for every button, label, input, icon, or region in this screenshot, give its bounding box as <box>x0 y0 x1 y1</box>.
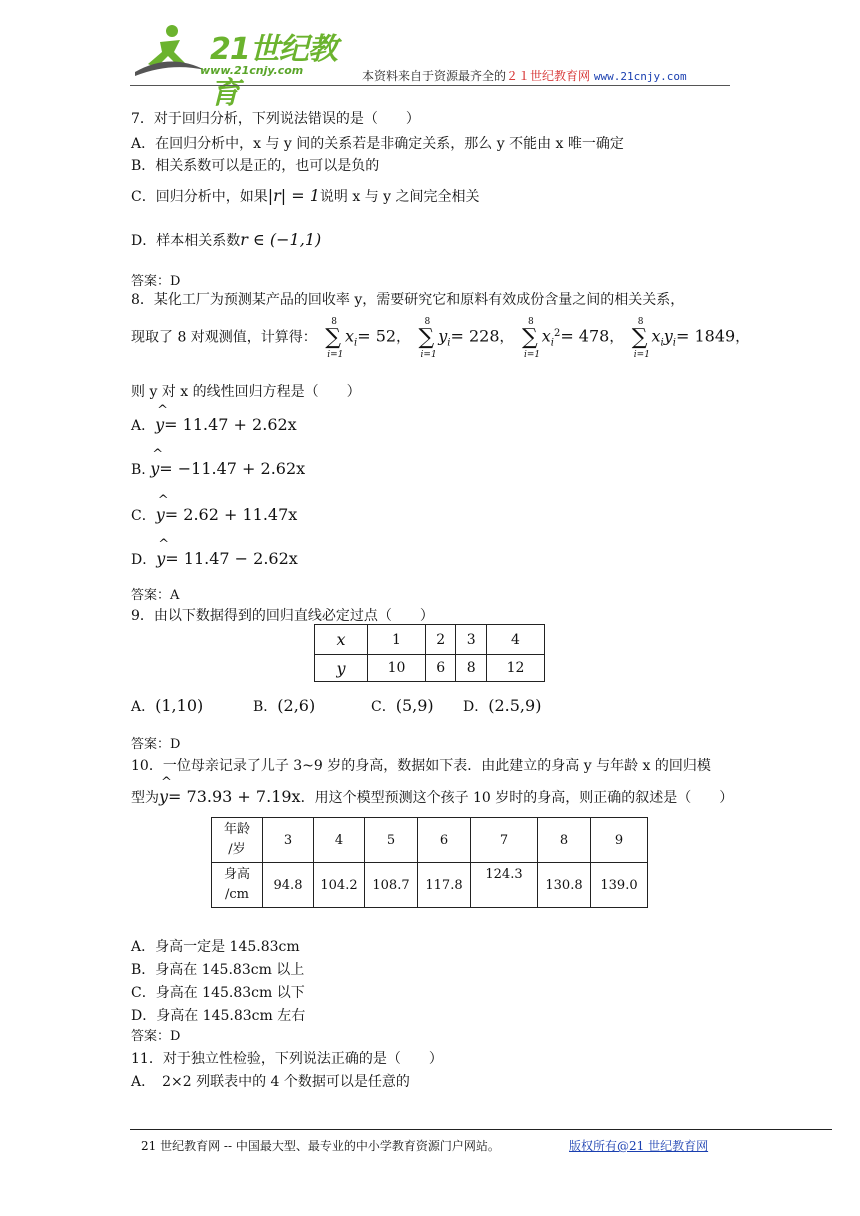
q10-option-a: A．身高一定是 145.83cm <box>131 939 300 955</box>
runner-logo-icon <box>130 22 210 80</box>
q10-header-age <box>212 818 263 863</box>
sum-x: 8 ∑ i=1 <box>325 317 344 360</box>
page-header <box>0 0 860 111</box>
q9-option-c <box>371 696 434 716</box>
logo-text: 21世纪教育 <box>210 32 337 111</box>
q10-header-height-b: /cm <box>225 887 249 902</box>
q10-line2-prefix: 型为 <box>131 790 159 806</box>
q8-option-b <box>131 459 305 478</box>
sum-x2-sub: i <box>550 337 554 349</box>
page-footer <box>141 1137 709 1154</box>
q9-answer: 答案：D <box>131 737 181 752</box>
q8-sums-line: 现取了 8 对观测值，计算得： 8 ∑ i=1 $x_i= 52$， 8 ∑ i=1 $y_i= 228$， 8 ∑ i=1 $x_i^2= 478$， 8 ∑ i=1 $x_iy_i= 1849$， <box>131 317 750 360</box>
logo-url: www.21cnjy.com <box>200 64 304 77</box>
q10-model-math: = 73.93 + 7.19x <box>168 787 301 806</box>
sum-x-lower: i=1 <box>327 350 344 360</box>
q9-table-row-y <box>315 655 545 682</box>
sum-y-lower: i=1 <box>420 350 437 360</box>
sum-y: 8 ∑ i=1 <box>418 317 437 360</box>
q9-option-a-math: (1,10) <box>155 696 204 715</box>
q10-cell: 8 <box>538 818 591 863</box>
sum-xy: 8 ∑ i=1 <box>631 317 650 360</box>
q10-option-d: D．身高在 145.83cm 左右 <box>131 1008 306 1024</box>
y-hat-b: ^ y <box>150 459 159 478</box>
q10-cell: 139.0 <box>591 863 648 908</box>
q11-option-a: A． 2×2 列联表中的 4 个数据可以是任意的 <box>131 1074 410 1090</box>
header-note-url[interactable]: www.21cnjy.com <box>593 70 687 83</box>
q10-cell: 7 <box>471 818 538 863</box>
q10-line2 <box>131 787 733 807</box>
sum-y-upper: 8 <box>424 317 431 327</box>
footer-divider <box>130 1129 832 1130</box>
sum-x2-rhs: = 478 <box>560 326 610 346</box>
q8-stem: 8．某化工厂为预测某产品的回收率 y，需要研究它和原料有效成份含量之间的相关关系， <box>131 292 685 308</box>
q8-answer: 答案：A <box>131 588 180 603</box>
q9-option-c-math: (5,9) <box>395 696 434 715</box>
q9-cell: y <box>315 655 368 682</box>
q9-cell: 8 <box>456 655 487 682</box>
q11-stem: 11．对于独立性检验，下列说法正确的是（ ） <box>131 1051 443 1067</box>
q10-cell: 108.7 <box>365 863 418 908</box>
q10-cell: 124.3 <box>471 863 538 908</box>
y-hat-c: ^ y <box>156 505 165 524</box>
sum-xy-expr: x <box>651 326 661 346</box>
q7-option-c <box>131 186 480 206</box>
sum-y-sub: i <box>447 337 451 349</box>
sum-xy-expr2: y <box>663 326 673 346</box>
q10-stem: 10．一位母亲记录了儿子 3~9 岁的身高，数据如下表．由此建立的身高 y 与年龄 x 的回归模 <box>131 758 711 774</box>
q8-option-d-math: = 11.47 − 2.62x <box>165 549 298 568</box>
q9-option-d-math: (2.5,9) <box>488 696 542 715</box>
header-note <box>362 67 687 84</box>
q10-cell: 104.2 <box>314 863 365 908</box>
q10-cell: 3 <box>263 818 314 863</box>
header-note-prefix: 本资料来自于资源最齐全的 <box>362 69 507 83</box>
q8-option-a-math: = 11.47 + 2.62x <box>164 415 297 434</box>
q7-option-c-suffix: 说明 x 与 y 之间完全相关 <box>319 189 480 205</box>
q9-cell: x <box>315 625 368 655</box>
q8-option-c <box>131 505 297 525</box>
q8-option-d <box>131 549 298 569</box>
q9-option-d <box>463 696 541 716</box>
header-divider <box>130 85 730 86</box>
q8-option-b-label: B. <box>131 462 146 478</box>
q10-option-c: C．身高在 145.83cm 以下 <box>131 985 305 1001</box>
footer-text: 21 世纪教育网 -- 中国最大型、最专业的中小学教育资源门户网站。 <box>141 1139 500 1153</box>
q7-option-b: B．相关系数可以是正的，也可以是负的 <box>131 158 380 174</box>
q10-table-row-height <box>212 863 648 908</box>
q9-cell: 10 <box>368 655 426 682</box>
q7-option-c-prefix: C．回归分析中，如果 <box>131 189 268 205</box>
q10-cell: 4 <box>314 818 365 863</box>
y-hat-a: ^ y <box>155 415 164 434</box>
q9-cell: 1 <box>368 625 426 655</box>
q10-header-age-b: /岁 <box>228 842 246 857</box>
y-hat-d: ^ y <box>156 549 165 568</box>
sum-x-upper: 8 <box>331 317 337 327</box>
sum-x-rhs: = 52 <box>357 326 397 346</box>
sum-x2-lower: i=1 <box>523 350 541 360</box>
sum-y-expr: y <box>438 326 448 346</box>
q9-option-b-math: (2,6) <box>277 696 316 715</box>
footer-copyright-link[interactable]: 版权所有@21 世纪教育网 <box>569 1139 709 1153</box>
q9-cell: 6 <box>425 655 456 682</box>
sum-x2-upper: 8 <box>527 317 534 327</box>
q9-table <box>314 624 545 682</box>
q10-table-row-age <box>212 818 648 863</box>
q7-stem: 7．对于回归分析，下列说法错误的是（ ） <box>131 111 420 127</box>
q8-sums-prefix: 现取了 8 对观测值，计算得： <box>131 329 317 346</box>
q7-option-d-prefix: D．样本相关系数 <box>131 233 241 249</box>
sum-x2: 8 ∑ i=1 <box>521 317 541 360</box>
sum-x-sub: i <box>354 337 358 349</box>
sum-xy-sub2: i <box>672 337 676 349</box>
q10-line2-suffix: ．用这个模型预测这个孩子 10 岁时的身高，则正确的叙述是（ ） <box>300 790 734 806</box>
q8-option-b-math: = −11.47 + 2.62x <box>159 459 306 478</box>
q9-table-row-x <box>315 625 545 655</box>
logo <box>130 22 340 111</box>
q9-option-d-label: D． <box>463 699 489 715</box>
q8-option-d-label: D． <box>131 552 157 568</box>
sum-x2-expr: x <box>541 326 551 346</box>
header-note-site: ２１世纪教育网 <box>506 69 591 83</box>
q9-option-c-label: C． <box>371 699 396 715</box>
sum-x2-sup: 2 <box>553 327 561 339</box>
q9-option-a <box>131 696 203 716</box>
q9-cell: 4 <box>487 625 545 655</box>
q8-option-a <box>131 415 297 435</box>
q8-line3: 则 y 对 x 的线性回归方程是（ ） <box>131 384 361 400</box>
q8-option-c-math: = 2.62 + 11.47x <box>164 505 298 524</box>
q9-cell: 3 <box>456 625 487 655</box>
q7-option-c-math: |r| = 1 <box>267 186 320 205</box>
sum-xy-lower: i=1 <box>633 350 650 360</box>
sum-x-expr: x <box>344 326 355 346</box>
q9-stem: 9．由以下数据得到的回归直线必定过点（ ） <box>131 608 434 624</box>
q10-table <box>211 817 648 908</box>
q10-answer: 答案：D <box>131 1029 181 1044</box>
q10-cell: 5 <box>365 818 418 863</box>
q9-cell: 12 <box>487 655 545 682</box>
q7-answer: 答案：D <box>131 274 181 289</box>
sum-xy-rhs: = 1849 <box>676 326 736 346</box>
q8-option-a-label: A． <box>131 418 156 434</box>
sum-xy-upper: 8 <box>637 317 644 327</box>
q7-option-d-math: r ∈ (−1,1) <box>240 230 322 249</box>
q10-header-height <box>212 863 263 908</box>
q9-option-a-label: A． <box>131 699 156 715</box>
q7-option-d <box>131 230 321 250</box>
q9-option-b-label: B． <box>253 699 278 715</box>
q10-cell: 9 <box>591 818 648 863</box>
q10-cell: 94.8 <box>263 863 314 908</box>
q9-option-b <box>253 696 315 716</box>
q10-cell: 130.8 <box>538 863 591 908</box>
q8-option-c-label: C． <box>131 508 156 524</box>
sum-xy-sub: i <box>660 337 664 349</box>
sum-y-rhs: = 228 <box>450 326 500 346</box>
q10-header-height-a: 身高 <box>223 867 250 882</box>
y-hat-model: ^ y <box>159 787 168 806</box>
q10-header-age-a: 年龄 <box>223 822 250 837</box>
q10-cell: 6 <box>418 818 471 863</box>
q9-cell: 2 <box>425 625 456 655</box>
q10-option-b: B．身高在 145.83cm 以上 <box>131 962 305 978</box>
q7-option-a: A．在回归分析中，x 与 y 间的关系若是非确定关系，那么 y 不能由 x 唯一确定 <box>131 136 624 152</box>
q10-cell: 117.8 <box>418 863 471 908</box>
